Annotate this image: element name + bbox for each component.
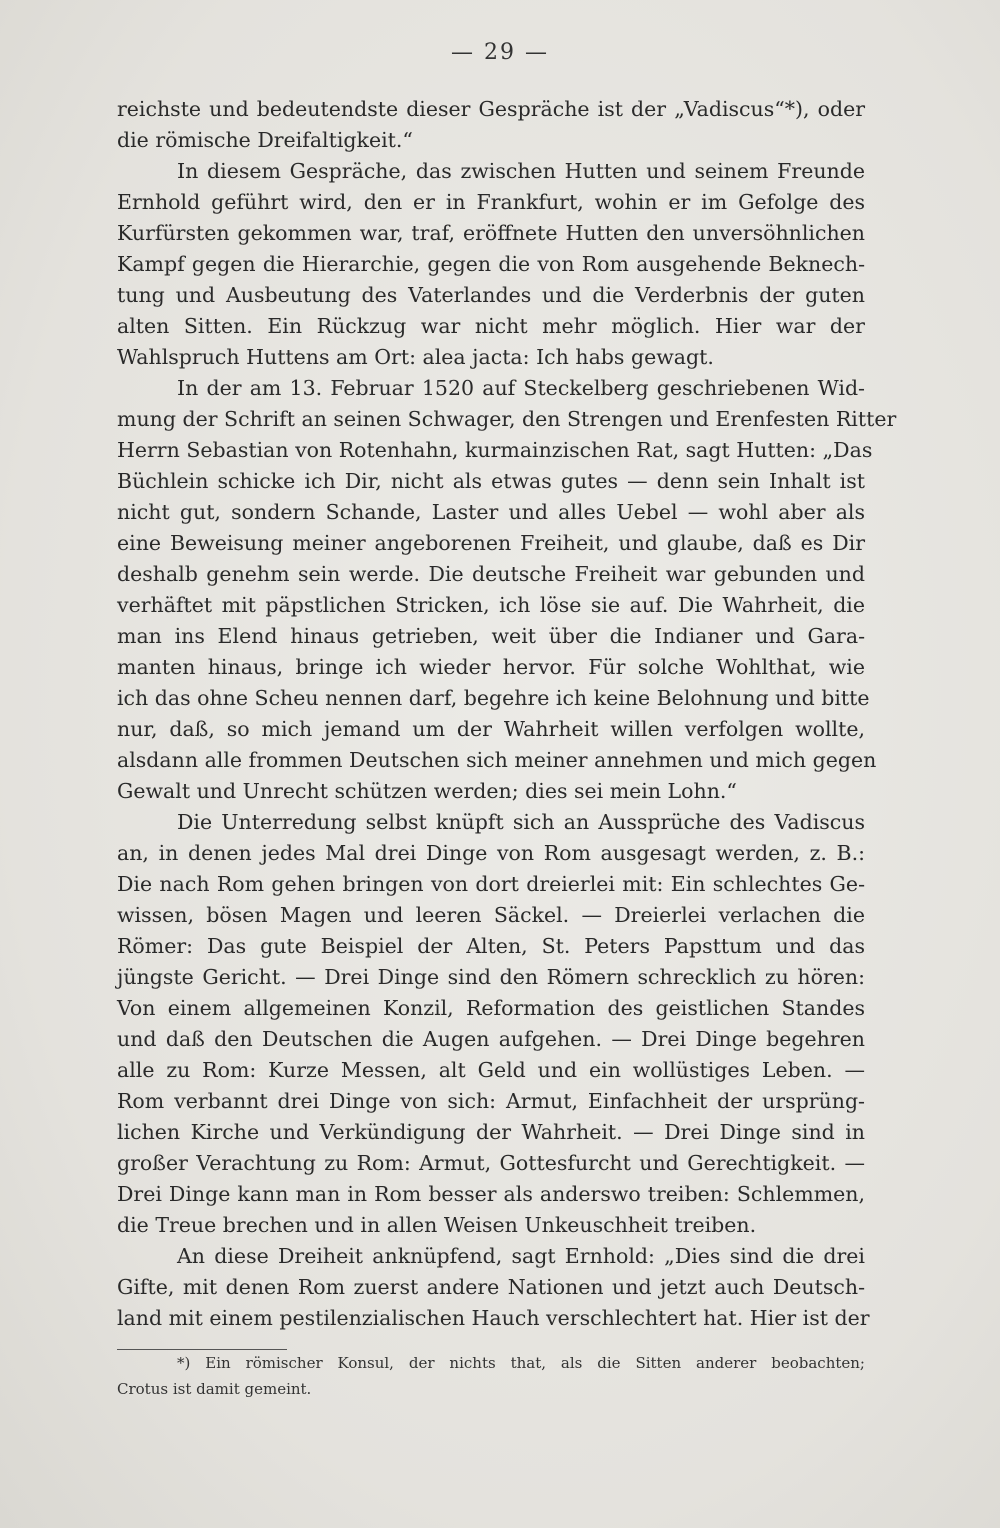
text-line: nur, daß, so mich jemand um der Wahrheit willen verfolgen wollte,	[117, 717, 865, 741]
text-line: In diesem Gespräche, das zwischen Hutten und seinem Freunde	[177, 159, 865, 183]
text-line: Herrn Sebastian von Rotenhahn, kurmainzischen Rat, sagt Hutten: „Das	[117, 438, 873, 462]
text-line: nicht gut, sondern Schande, Laster und alles Uebel — wohl aber als	[117, 500, 865, 524]
text-line: In der am 13. Februar 1520 auf Steckelberg geschriebenen Wid-	[177, 376, 865, 400]
text-line: Die Unterredung selbst knüpft sich an Aussprüche des Vadiscus	[177, 810, 865, 834]
text-line: jüngste Gericht. — Drei Dinge sind den Römern schrecklich zu hören:	[117, 965, 865, 989]
text-line: verhäftet mit päpstlichen Stricken, ich löse sie auf. Die Wahrheit, die	[117, 593, 865, 617]
footnotes	[117, 1350, 865, 1402]
text-line: eine Beweisung meiner angeborenen Freiheit, und glaube, daß es Dir	[117, 531, 865, 555]
text-line: Gifte, mit denen Rom zuerst andere Nationen und jetzt auch Deutsch-	[117, 1275, 865, 1299]
text-line: Kurfürsten gekommen war, traf, eröffnete Hutten den unversöhnlichen	[117, 221, 865, 245]
text-line: ich das ohne Scheu nennen darf, begehre ich keine Belohnung und bitte	[117, 686, 870, 710]
text-line: an, in denen jedes Mal drei Dinge von Rom ausgesagt werden, z. B.:	[117, 841, 865, 865]
footnote-line: *) Ein römischer Konsul, der nichts that, als die Sitten anderer beobachten;	[177, 1354, 865, 1372]
text-line: alten Sitten. Ein Rückzug war nicht mehr möglich. Hier war der	[117, 314, 865, 338]
text-line: Büchlein schicke ich Dir, nicht als etwas gutes — denn sein Inhalt ist	[117, 469, 865, 493]
text-line: Gewalt und Unrecht schützen werden; dies sei mein Lohn.“	[117, 779, 737, 803]
text-line: Römer: Das gute Beispiel der Alten, St. Peters Papsttum und das	[117, 934, 865, 958]
text-line: Von einem allgemeinen Konzil, Reformation des geistlichen Standes	[117, 996, 865, 1020]
text-line: die römische Dreifaltigkeit.“	[117, 128, 413, 152]
text-line: großer Verachtung zu Rom: Armut, Gottesfurcht und Gerechtigkeit. —	[117, 1151, 865, 1175]
text-line: tung und Ausbeutung des Vaterlandes und die Verderbnis der guten	[117, 283, 865, 307]
text-line: wissen, bösen Magen und leeren Säckel. — Dreierlei verlachen die	[117, 903, 865, 927]
text-line: die Treue brechen und in allen Weisen Unkeuschheit treiben.	[117, 1213, 757, 1237]
body-text	[117, 94, 897, 1334]
text-line: lichen Kirche und Verkündigung der Wahrheit. — Drei Dinge sind in	[117, 1120, 865, 1144]
text-line: man ins Elend hinaus getrieben, weit über die Indianer und Gara-	[117, 624, 865, 648]
text-line: An diese Dreiheit anknüpfend, sagt Ernhold: „Dies sind die drei	[177, 1244, 865, 1268]
text-line: Die nach Rom gehen bringen von dort dreierlei mit: Ein schlechtes Ge-	[117, 872, 865, 896]
text-line: alle zu Rom: Kurze Messen, alt Geld und ein wollüstiges Leben. —	[117, 1058, 865, 1082]
text-line: Wahlspruch Huttens am Ort: alea jacta: Ich habs gewagt.	[117, 345, 714, 369]
text-line: reichste und bedeutendste dieser Gespräche ist der „Vadiscus“*), oder	[117, 97, 865, 121]
text-line: deshalb genehm sein werde. Die deutsche Freiheit war gebunden und	[117, 562, 865, 586]
text-line: alsdann alle frommen Deutschen sich meiner annehmen und mich gegen	[117, 748, 877, 772]
text-line: manten hinaus, bringe ich wieder hervor. Für solche Wohlthat, wie	[117, 655, 865, 679]
text-line: Drei Dinge kann man in Rom besser als anderswo treiben: Schlemmen,	[117, 1182, 865, 1206]
footnote-line: Crotus ist damit gemeint.	[117, 1380, 312, 1398]
text-line: Kampf gegen die Hierarchie, gegen die von Rom ausgehende Beknech-	[117, 252, 865, 276]
text-line: mung der Schrift an seinen Schwager, den Strengen und Erenfesten Ritter	[117, 407, 897, 431]
text-line: Rom verbannt drei Dinge von sich: Armut, Einfachheit der ursprüng-	[117, 1089, 865, 1113]
page-number: — 29 —	[451, 40, 549, 65]
text-line: land mit einem pestilenzialischen Hauch verschlechtert hat. Hier ist der	[117, 1306, 870, 1330]
text-line: Ernhold geführt wird, den er in Frankfurt, wohin er im Gefolge des	[117, 190, 865, 214]
text-line: und daß den Deutschen die Augen aufgehen. — Drei Dinge begehren	[117, 1027, 865, 1051]
